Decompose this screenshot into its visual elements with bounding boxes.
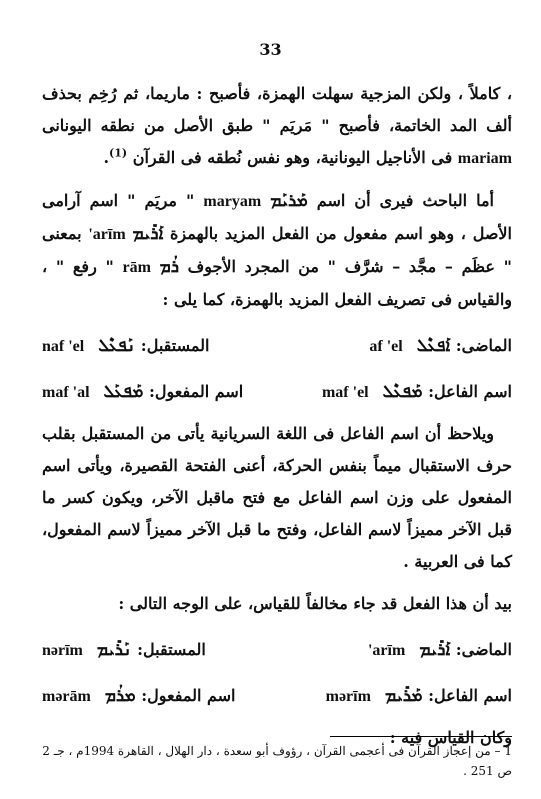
syriac-word-ram: ܪܳܡ [159,257,179,277]
future-label: المستقبل: [140,335,210,355]
conjugation-row-2 [42,372,512,412]
paragraph-1-text-b: فى الأناجيل اليونانية، وهو نفس نُطقه فى القرآن [127,148,458,167]
irregular-active-syriac: ܡܰܪܺܝܡ [384,685,423,706]
latin-word-mariam: mariam [457,150,512,167]
irregular-active-cell [326,680,512,713]
irregular-past-syriac: ܐܰܪܺܝܡ [419,639,451,660]
irregular-row-2 [42,676,512,716]
passive-participle-latin: maf 'al [42,383,90,401]
past-cell [369,330,512,363]
latin-word-arim: 'arīm [88,226,126,243]
irregular-passive-syriac: ܡܪܳܡ [104,685,136,706]
paragraph-2-text-2: " مريَم " اسم آرامى الأصل ، وهو اسم مفعول من الفعل المزيد بالهمزة [42,191,513,243]
footnote-reference: (1) [109,146,128,160]
active-participle-latin: maf 'el [321,383,369,401]
paragraph-2 [42,185,512,316]
syriac-word-arim: ܐܰܪܺܝܡ [132,224,164,244]
past-syriac: ܐܰܦܥܶܠ [416,335,451,356]
footnote: 1 – من إعجاز القرآن فى أعجمى القرآن ، رؤوف أبو سعدة ، دار الهلال ، القاهرة 1994م ، جـ 2 ص 251 . [42,744,512,778]
irregular-past-cell [368,634,512,667]
future-syriac: ܢܰܦܥܶܠ [98,335,136,356]
irregular-passive-cell [42,680,235,713]
latin-word-ram: rām [122,259,151,276]
irregular-future-syriac: ܢܰܪܺܝܡ [96,639,132,660]
footnote-divider [330,736,512,737]
irregular-passive-label: اسم المفعول: [141,685,236,705]
past-label: الماضى: [455,335,512,355]
paragraph-1 [42,78,512,175]
future-latin: naf 'el [42,337,85,355]
irregular-future-latin: nərīm [42,641,83,659]
paragraph-3: ويلاحظ أن اسم الفاعل فى اللغة السريانية يأتى من المستقبل بقلب حرف الاستقبال ميماً بنفس الحركة، أعنى الفتحة القصيرة، ويأتى اسم المفعول على وزن اسم الفاعل مع فتح ماقبل الآخر، ويكون كسر ما قبل الآخر مميزاً لاسم الفاعل، وفتح ما قبل الآخر مميزاً لاسم المفعول، كما فى العربية . [42,424,512,571]
passive-participle-label: اسم المفعول: [148,381,244,401]
paragraph-1-text-a: ، كاملاً ، ولكن المزجية سهلت الهمزة، فأصبح : ماريما، ثم رُخِم بحذف ألف المد الخاتمة، فأصبح " مَريَم " طبق الأصل من نطقه اليونانى [42,84,512,135]
conjugation-row-1 [42,326,512,366]
irregular-future-cell [42,634,206,667]
past-latin: af 'el [369,337,403,355]
irregular-past-latin: 'arīm [367,641,406,659]
main-text [42,78,512,764]
syriac-word-maryam: ܡܰܪܝܰܡ [270,191,308,211]
paragraph-2-text-3: بمعنى " عظَم – مجَّد – شرَّف " من المجرد الأجوف [42,224,512,276]
irregular-passive-latin: mərām [42,687,91,705]
active-participle-cell [322,376,512,409]
future-cell [42,330,209,363]
paragraph-5: وكان القياس فيه : [389,728,512,747]
paragraph-4: بيد أن هذا الفعل قد جاء مخالفاً للقياس، على الوجه التالى : [118,594,512,613]
paragraph-1-text-c: . [103,148,110,167]
paragraph-2-text-4: " رفع " ، والقياس فى تصريف الفعل المزيد بالهمزة، كما يلى : [42,257,512,309]
irregular-past-label: الماضى: [455,639,512,659]
passive-participle-syriac: ܡܰܦܥܰܠ [103,381,144,402]
active-participle-label: اسم الفاعل: [428,381,512,401]
irregular-active-label: اسم الفاعل: [428,685,512,705]
irregular-row-1 [42,630,512,670]
irregular-future-label: المستقبل: [137,639,206,659]
irregular-active-latin: mərīm [325,687,371,705]
paragraph-2-text-1: أما الباحث فيرى أن اسم [307,191,495,210]
page-number: 33 [259,40,282,59]
latin-word-maryam: maryam [203,193,262,210]
passive-participle-cell [42,376,243,409]
active-participle-syriac: ܡܰܦܥܶܠ [382,381,423,402]
